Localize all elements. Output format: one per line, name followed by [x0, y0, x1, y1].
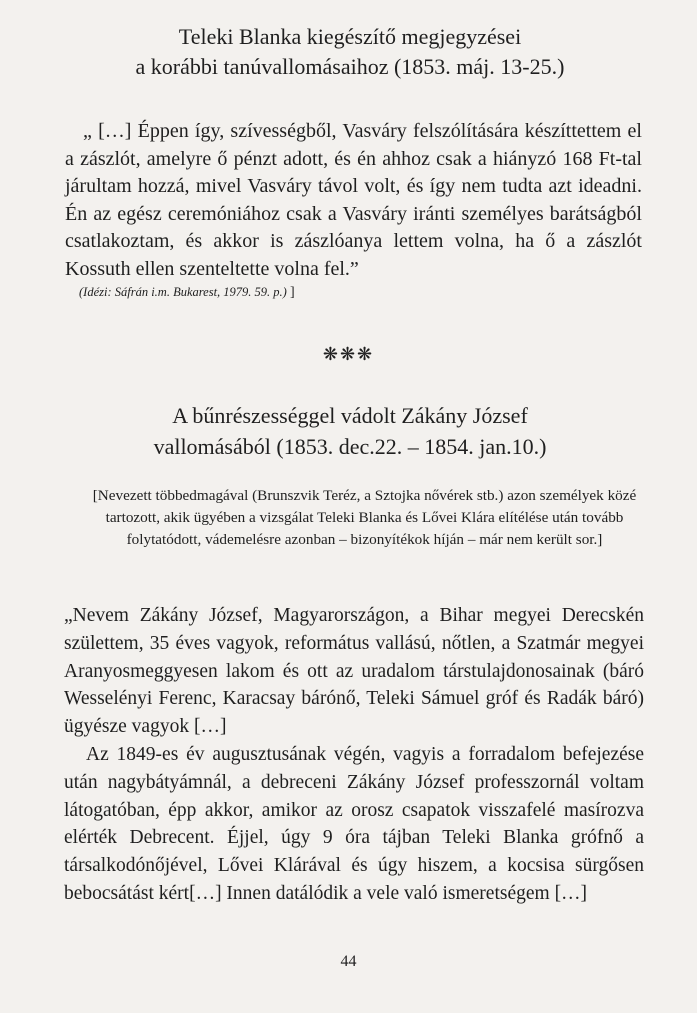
- citation-text: (Idézi: Sáfrán i.m. Bukarest, 1979. 59. p.): [79, 285, 287, 299]
- citation-close-bracket: ]: [289, 285, 295, 300]
- section-separator: ❋❋❋: [322, 344, 375, 364]
- section2-title: [80, 400, 620, 462]
- testimony-paragraph-1: „Nevem Zákány József, Magyarországon, a Bihar megyei Derecskén születtem, 35 éves vagyok, református vallású, nőtlen, a Szatmár megyei Aranyosmeggyesen lakom és ott az uradalom társtulajdonosainak (báró Wesselényi Ferenc, Karacsay bárónő, Teleki Sámuel gróf és Radák báró) ügyésze vagyok […]: [64, 605, 644, 738]
- section1-citation: [79, 285, 295, 301]
- section1-title-line2: a korábbi tanúvallomásaihoz (1853. máj. 13-25.): [135, 54, 565, 79]
- section1-quote: [65, 118, 642, 284]
- editorial-note: [Nevezett többedmagával (Brunszvik Teréz, a Sztojka nővérek stb.) azon személyek közé tartozott, akik ügyében a vizsgálat Teleki Blanka és Lővei Klára elítélése után tovább folytatódott, vádemelésre azonban – bizonyítékok híján – már nem került sor.]: [92, 487, 637, 548]
- testimony-body: [64, 602, 644, 908]
- section1-title: [80, 22, 620, 82]
- section2-title-line2: vallomásából (1853. dec.22. – 1854. jan.10.): [153, 434, 547, 459]
- section2-title-line1: A bűnrészességgel vádolt Zákány József: [172, 403, 528, 428]
- page-number: 44: [340, 953, 357, 970]
- testimony-paragraph-2: Az 1849-es év augusztusának végén, vagyis a forradalom befejezése után nagybátyámnál, a debreceni Zákány József professzornál voltam látogatóban, épp akkor, amikor az orosz csapatok visszafelé masírozva elérték Debrecent. Éjjel, úgy 9 óra tájban Teleki Blanka grófnő a társalkodónőjével, Lővei Klárával és úgy hiszem, a kocsisa sürgősen bebocsátást kért[…] Innen datálódik a vele való ismeretségem […]: [64, 743, 644, 904]
- section1-title-line1: Teleki Blanka kiegészítő megjegyzései: [178, 24, 522, 49]
- section1-quote-text: „ […] Éppen így, szívességből, Vasváry felszólítására készíttettem el a zászlót, amelyre ő pénzt adott, és én ahhoz csak a hiányzó 168 Ft-tal járultam hozzá, mivel Vasváry távol volt, és így nem tudta azt ideadni. Én az egész ceremóniához csak a Vasváry iránti személyes barátságból csatlakoztam, és akkor is zászlóanya lettem volna, ha ő a zászlót Kossuth ellen szenteltette volna fel.”: [65, 120, 642, 280]
